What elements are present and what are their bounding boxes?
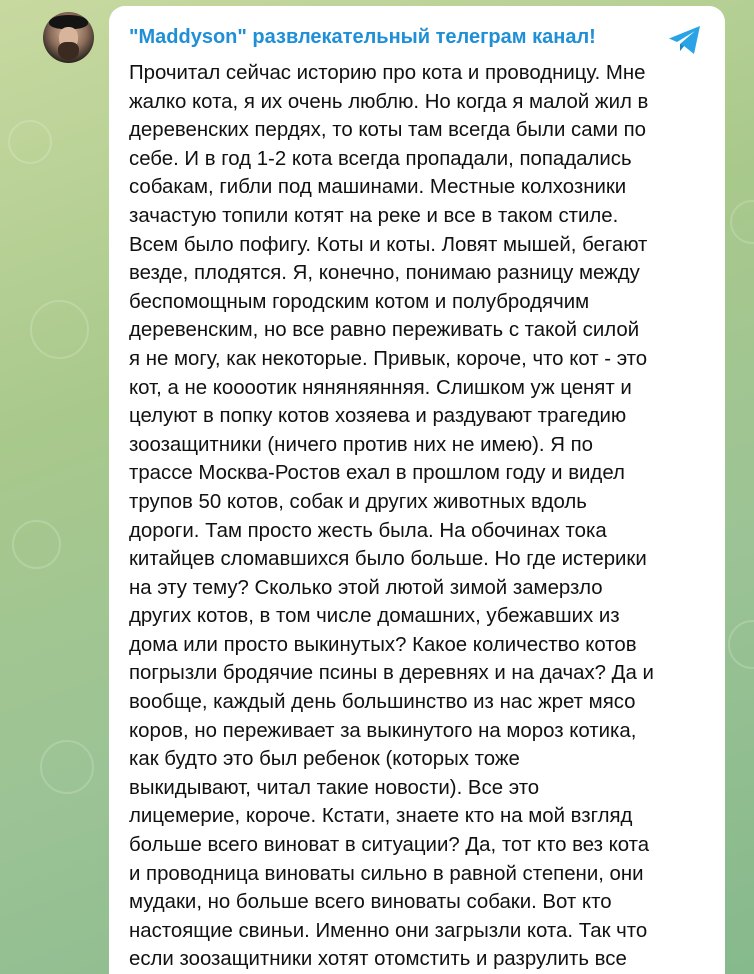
avatar[interactable] xyxy=(43,12,94,63)
avatar-beard xyxy=(58,42,79,60)
telegram-share-icon[interactable] xyxy=(667,24,703,56)
background-doodle xyxy=(30,300,89,359)
background-doodle xyxy=(8,120,52,164)
background-doodle xyxy=(40,740,94,794)
background-doodle xyxy=(12,520,61,569)
background-doodle xyxy=(730,200,754,244)
message-bubble xyxy=(109,6,725,974)
channel-name[interactable]: "Maddyson" развлекательный телеграм канал! xyxy=(129,26,596,48)
message-text: Прочитал сейчас историю про кота и проводницу. Мне жалко кота, я их очень люблю. Но когда я малой жил в деревенских пердях, то коты там всегда были сами по себе. И в год 1-2 кота всегда пропадали, попадались собакам, гибли под машинами. Местные колхозники зачастую топили котят на реке и все в таком стиле. Всем было пофигу. Коты и коты. Ловят мышей, бегают везде, плодятся. Я, конечно, понимаю разницу между беспомощным городским котом и полубродячим деревенским, но все равно переживать с такой силой я не могу, как некоторые. Привык, короче, что кот - это кот, а не коооотик няняняянняя. Слишком уж ценят и целуют в попку котов хозяева и раздувают трагедию зоозащитники (ничего против них не имею). Я по трассе Москва-Ростов ехал в прошлом году и видел трупов 50 котов, собак и других животных вдоль дороги. Там просто жесть была. На обочинах тока китайцев сломавшихся было больше. Но где истерики на эту тему? Сколько этой лютой зимой замерзло других котов, в том числе домашних, убежавших из дома или просто выкинутых? Какое количество котов погрызли бродячие псины в деревнях и на дачах? Да и вообще, каждый день большинство из нас жрет мясо коров, но переживает за выкинутого на мороз котика, как будто это был ребенок (которых тоже выкидывают, читал такие новости). Все это лицемерие, короче. Кстати, знаете кто на мой взгляд больше всего виноват в ситуации? Да, тот кто вез кота и проводница виноваты сильно в равной степени, они мудаки, но больше всего виноваты собаки. Вот кто настоящие свиньи. Именно они загрызли кота. Так что если зоозащитники хотят отомстить и разрулить все xyxy=(129,62,654,971)
background-doodle xyxy=(728,620,754,669)
